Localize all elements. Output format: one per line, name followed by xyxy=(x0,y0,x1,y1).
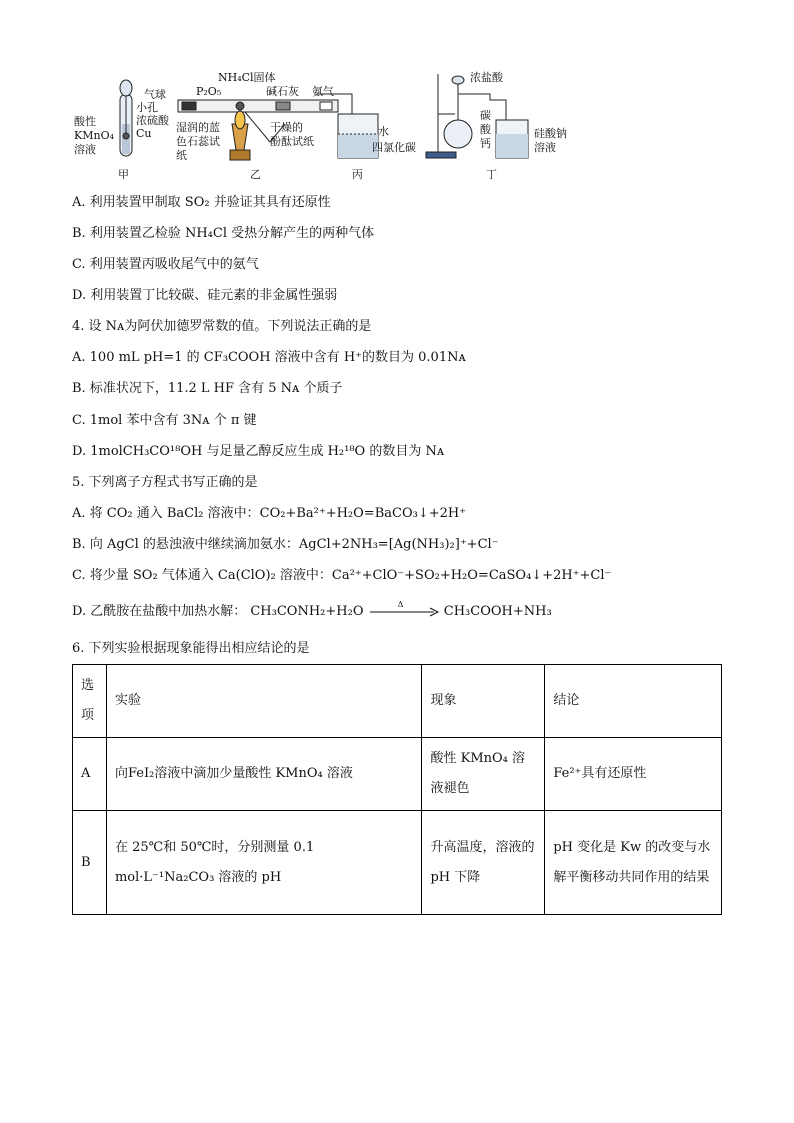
label-cu: Cu xyxy=(136,127,152,140)
header-option: 选项 xyxy=(73,665,107,738)
arrow-icon xyxy=(368,605,440,619)
label-acid: 酸 xyxy=(480,123,491,136)
heating-arrow-label: Δ xyxy=(397,599,404,609)
label-conc-h2so4: 浓硫酸 xyxy=(136,114,169,127)
q5-option-d xyxy=(72,599,552,620)
row-a-option: A xyxy=(73,738,107,811)
label-ccl4: 四氯化碳 xyxy=(372,141,416,154)
apparatus-ding xyxy=(426,71,528,158)
label-kmno4: KMnO₄ xyxy=(74,129,114,142)
label-ammonia: 氨气 xyxy=(312,85,334,98)
row-b-phenomenon: 升高温度，溶液的 pH 下降 xyxy=(422,811,545,915)
label-small-hole: 小孔 xyxy=(136,101,158,114)
q4-option-c: C. 1mol 苯中含有 3Nᴀ 个 π 键 xyxy=(72,413,257,428)
q4-option-a: A. 100 mL pH=1 的 CF₃COOH 溶液中含有 H⁺的数目为 0.01Nᴀ xyxy=(72,350,466,365)
label-soda-lime: 碱石灰 xyxy=(266,85,299,98)
label-balloon: 气球 xyxy=(144,88,166,101)
caption-ding: 丁 xyxy=(486,168,497,181)
header-experiment: 实验 xyxy=(106,665,421,738)
table-row xyxy=(73,738,722,811)
apparatus-jia xyxy=(120,80,132,156)
caption-bing: 丙 xyxy=(352,168,363,181)
label-p2o5: P₂O₅ xyxy=(196,85,222,98)
row-b-experiment: 在 25℃和 50℃时，分别测量 0.1 mol·L⁻¹Na₂CO₃ 溶液的 pH xyxy=(106,811,421,915)
table-row xyxy=(73,811,722,915)
q4-option-d: D. 1molCH₃CO¹⁸OH 与足量乙醇反应生成 H₂¹⁸O 的数目为 Nᴀ xyxy=(72,444,445,459)
label-solution: 溶液 xyxy=(74,143,96,156)
label-conc-hcl: 浓盐酸 xyxy=(470,71,503,84)
q3-option-c: C. 利用装置丙吸收尾气中的氨气 xyxy=(72,257,259,272)
label-water: 水 xyxy=(378,125,389,138)
q3-option-b: B. 利用装置乙检验 NH₄Cl 受热分解产生的两种气体 xyxy=(72,226,375,241)
label-phenolphthalein: 酚酞试纸 xyxy=(270,135,314,148)
q5-option-c: C. 将少量 SO₂ 气体通入 Ca(ClO)₂ 溶液中：Ca²⁺+ClO⁻+SO₂+H₂O=CaSO₄↓+2H⁺+Cl⁻ xyxy=(72,568,612,583)
label-solution-2: 溶液 xyxy=(534,141,556,154)
q3-option-d: D. 利用装置丁比较碳、硅元素的非金属性强弱 xyxy=(72,288,338,303)
row-a-experiment: 向FeI₂溶液中滴加少量酸性 KMnO₄ 溶液 xyxy=(106,738,421,811)
header-conclusion: 结论 xyxy=(545,665,722,738)
table-header-row xyxy=(73,665,722,738)
row-a-phenomenon: 酸性 KMnO₄ 溶液褪色 xyxy=(422,738,545,811)
q5-option-d-left: D. 乙酰胺在盐酸中加热水解： CH₃CONH₂+H₂O xyxy=(72,604,364,619)
label-paper: 纸 xyxy=(176,149,187,162)
label-dry: 干燥的 xyxy=(270,121,303,134)
label-litmus: 色石蕊试 xyxy=(176,135,220,148)
q4-option-b: B. 标准状况下，11.2 L HF 含有 5 Nᴀ 个质子 xyxy=(72,381,343,396)
q5-option-b: B. 向 AgCl 的悬浊液中继续滴加氨水：AgCl+2NH₃=[Ag(NH₃)₂]⁺+Cl⁻ xyxy=(72,537,499,552)
label-acidic: 酸性 xyxy=(74,115,96,128)
row-b-option: B xyxy=(73,811,107,915)
label-carbon: 碳 xyxy=(480,109,491,122)
row-a-conclusion: Fe²⁺具有还原性 xyxy=(545,738,722,811)
q6-stem: 6. 下列实验根据现象能得出相应结论的是 xyxy=(72,641,310,656)
q3-option-a: A. 利用装置甲制取 SO₂ 并验证其具有还原性 xyxy=(72,195,331,210)
heating-arrow xyxy=(368,599,440,619)
caption-jia: 甲 xyxy=(118,168,129,181)
label-moist-blue: 湿润的蓝 xyxy=(176,121,220,134)
q5-stem: 5. 下列离子方程式书写正确的是 xyxy=(72,475,258,490)
q5-option-a: A. 将 CO₂ 通入 BaCl₂ 溶液中：CO₂+Ba²⁺+H₂O=BaCO₃↓+2H⁺ xyxy=(72,506,467,521)
header-phenomenon: 现象 xyxy=(422,665,545,738)
label-nh4cl: NH₄Cl固体 xyxy=(218,71,276,84)
label-calcium: 钙 xyxy=(480,137,491,150)
q6-table xyxy=(72,664,722,915)
q5-option-d-right: CH₃COOH+NH₃ xyxy=(443,604,552,619)
row-b-conclusion: pH 变化是 Kw 的改变与水解平衡移动共同作用的结果 xyxy=(545,811,722,915)
q4-stem: 4. 设 Nᴀ为阿伏加德罗常数的值。下列说法正确的是 xyxy=(72,319,372,334)
label-sodium-silicate: 硅酸钠 xyxy=(534,127,567,140)
caption-yi: 乙 xyxy=(250,168,261,181)
